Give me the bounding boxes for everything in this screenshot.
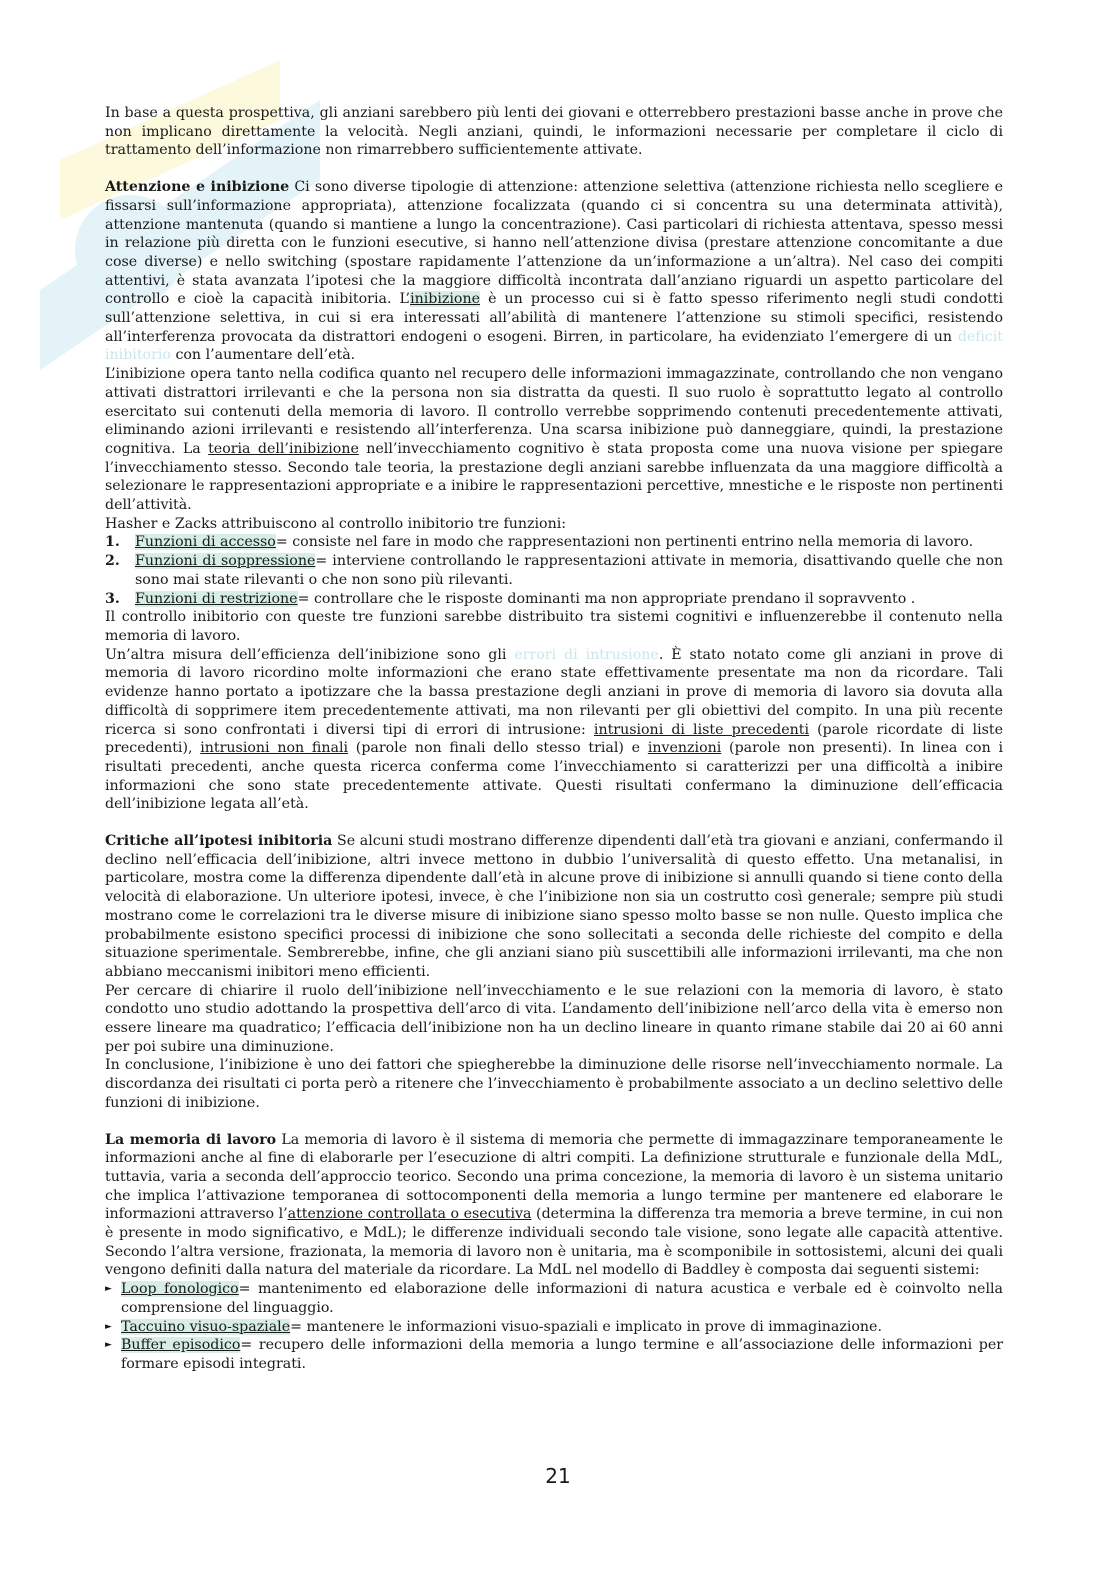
text-run: è un processo cui si è fatto spesso riferimento negli studi condotti sull’attenzione selettiva, in cui si era interessati all’abilità di mantenere l’attenzione su stimoli specifici, resistendo all’interferenza provocata da distrattori endogeni o esogeni. Birren, in particolare, ha evidenziato l’emergere di un (105, 291, 1003, 345)
triangle-bullet-icon: ► (105, 1340, 112, 1351)
term-intrusioni-non-finali: intrusioni non finali (200, 740, 349, 757)
text-run: con l’aumentare dell’età. (170, 347, 356, 364)
item-text: = recupero delle informazioni della memoria a lungo termine e all’associazione delle informazioni per formare episodi integrati. (121, 1337, 1003, 1372)
text-run: (parole non finali dello stesso trial) e (348, 740, 648, 757)
attention-paragraph-4: Il controllo inibitorio con queste tre funzioni sarebbe distribuito tra sistemi cognitivi e influenzerebbe il contenuto nella memoria di lavoro. (105, 609, 1003, 644)
item-term: Taccuino visuo-spaziale (121, 1318, 291, 1335)
triangle-bullet-icon: ► (105, 1284, 112, 1295)
attention-paragraph-3: Hasher e Zacks attribuiscono al controllo inibitorio tre funzioni: (105, 515, 567, 532)
item-number: 3. (105, 590, 120, 607)
inhibition-functions-list (105, 533, 1003, 608)
section-heading-attention: Attenzione e inibizione (105, 179, 290, 196)
list-item (105, 1336, 1003, 1373)
text-run: (parole ricordate di liste precedenti), (105, 721, 1004, 757)
text-run: La memoria di lavoro è il sistema di memoria che permette di immagazzinare temporaneamente le informazioni anche al fine di elaborarle per l’esecuzione di altri compiti. La definizione strutturale e funzionale della MdL, tuttavia, varia a seconda dell’approccio teorico. Secondo una prima concezione, la memoria di lavoro è un sistema unitario che implica l’attivazione temporanea di sottocomponenti della memoria a lungo termine per mantenere ed elaborare le informazioni attraverso l’ (105, 1131, 1004, 1223)
list-item (105, 552, 1003, 589)
item-term: Funzioni di accesso (135, 534, 276, 551)
text-run: Un’altra misura dell’efficienza dell’inibizione sono gli (105, 646, 515, 663)
item-term: Funzioni di soppressione (135, 553, 316, 570)
highlight-inibizione: inibizione (410, 291, 480, 308)
section-heading-memory: La memoria di lavoro (105, 1131, 277, 1148)
item-text: = interviene controllando le rappresentazioni attivate in memoria, disattivando quelle che non sono mai state rilevanti o che non sono più rilevanti. (135, 553, 1003, 588)
critique-paragraph-1 (105, 832, 1003, 982)
item-number: 2. (105, 553, 120, 570)
list-item (105, 1280, 1003, 1317)
memory-paragraph-1 (105, 1131, 1003, 1281)
critique-paragraph-2: Per cercare di chiarire il ruolo dell’inibizione nell’invecchiamento e le sue relazioni con la memoria di lavoro, è stato condotto uno studio adottando la prospettiva dell’arco di vita. L’andamento dell’inibizione nell’arco della vita è emerso non essere lineare ma quadratico; l’efficacia dell’inibizione non ha un declino lineare in quanto rimane stabile dai 20 ai 60 anni per poi subire una diminuzione. (105, 982, 1003, 1055)
intro-paragraph: In base a questa prospettiva, gli anziani sarebbero più lenti dei giovani e otterrebbero prestazioni basse anche in prove che non implicano direttamente la velocità. Negli anziani, quindi, le informazioni necessarie per completare il ciclo di trattamento dell’informazione non rimarrebbero sufficientemente attivate. (105, 105, 1003, 159)
attention-paragraph-5 (105, 646, 1003, 814)
list-item (105, 590, 1003, 609)
item-text: = consiste nel fare in modo che rappresentazioni non pertinenti entrino nella memoria di lavoro. (275, 534, 974, 551)
document-page (105, 104, 1003, 1374)
attention-paragraph-2 (105, 365, 1003, 515)
section-heading-critique: Critiche all’ipotesi inibitoria (105, 833, 333, 850)
list-item (105, 533, 1003, 552)
term-intrusioni-liste: intrusioni di liste precedenti (593, 721, 810, 738)
text-run: L’inibizione opera tanto nella codifica quanto nel recupero delle informazioni immagazzinate, controllando che non vengano attivati distrattori irrilevanti e che la persona non sia distratta da questi. Il suo ruolo è soprattutto legato al controllo esercitato sui contenuti della memoria di lavoro. Il controllo verrebbe sopprimendo contenuti precedentemente attivati, eliminando azioni irrilevanti e resistendo all’interferenza. Una scarsa inibizione può danneggiare, quindi, la prestazione cognitiva. La (105, 366, 1003, 457)
text-run: (parole non presenti). In linea con i risultati precedenti, anche questa ricerca conferma come l’invecchiamento si caratterizzi per una difficoltà a inibire informazioni che sono state precedentemente attivate. Questi risultati confermano la diminuzione dell’efficacia dell’inibizione legata all’età. (105, 740, 1003, 813)
list-item (105, 1318, 1003, 1337)
text-run: . È stato notato come gli anziani in prove di memoria di lavoro ricordino molte informazioni che erano state effettivamente presentate ma non da ricordare. Tali evidenze hanno portato a ipotizzare che la bassa prestazione degli anziani in prove di memoria di lavoro sia dovuta alla difficoltà di sopprimere item precedentemente attivati, ma non rilevanti per gli obiettivi del compito. In una più recente ricerca si sono confrontati i diversi tipi di errori di intrusione: (105, 646, 1004, 738)
item-text: = controllare che le risposte dominanti ma non appropriate prendano il sopravvento . (297, 590, 916, 607)
faint-term-deficit: deficit inibitorio (105, 328, 1003, 364)
text-run: Ci sono diverse tipologie di attenzione: attenzione selettiva (attenzione richiesta nello scegliere e fissarsi sull’informazione appropriata), attenzione focalizzata (quando ci si concentra su una determinata attività), attenzione mantenuta (quando si mantiene a lungo la concentrazione). Casi particolari di richiesta attentava, spesso messi in relazione più diretta con le funzioni esecutive, si hanno nell’attenzione divisa (prestare attenzione concomitante a due cose diverse) e nello switching (spostare rapidamente l’attenzione da un’informazione a un’altra). Nel caso dei compiti attentivi, è stata avanzata l’ipotesi che la maggiore difficoltà incontrata dall’anziano riguardi un aspetto particolare del controllo e cioè la capacità inibitoria. L’ (105, 179, 1003, 308)
item-term: Buffer episodico (121, 1337, 241, 1354)
term-teoria-inibizione: teoria dell’inibizione (208, 440, 359, 457)
text-run: Se alcuni studi mostrano differenze dipendenti dall’età tra giovani e anziani, confermando il declino nell’efficacia dell’inibizione, altri invece mettono in dubbio l’universalità di questo effetto. Una metanalisi, in particolare, mostra come la differenza dipendente dall’età in alcune prove di inibizione si annulli quando si tiene conto della velocità di elaborazione. Un ulteriore ipotesi, invece, è che l’inibizione non sia un costrutto così generale; sempre più studi mostrano come le correlazioni tra le diverse misure di inibizione siano spesso molto basse se non nulle. Questo implica che probabilmente esistono specifici processi di inibizione che sono sollecitati a seconda delle richieste del compito e della situazione sperimentale. Sembrerebbe, infine, che gli anziani siano più suscettibili alle informazioni irrilevanti, ma che non abbiano meccanismi inibitori meno efficienti. (105, 833, 1004, 980)
text-run: nell’invecchiamento cognitivo è stata proposta come una nuova visione per spiegare l’invecchiamento stesso. Secondo tale teoria, la prestazione degli anziani sarebbe influenzata da una maggiore difficoltà a selezionare le rappresentazioni appropriate e a inibire le rappresentazioni percettive, mnestiche e le risposte non pertinenti dell’attività. (105, 440, 1003, 514)
item-term: Loop fonologico (121, 1281, 239, 1298)
term-invenzioni: invenzioni (647, 740, 722, 757)
item-number: 1. (105, 534, 120, 551)
item-term: Funzioni di restrizione (135, 590, 298, 607)
faint-term-errori: errori di intrusione (514, 646, 659, 663)
item-text: = mantenimento ed elaborazione delle informazioni di natura acustica e verbale ed è coinvolto nella comprensione del linguaggio. (121, 1281, 1003, 1316)
attention-paragraph-1 (105, 178, 1003, 365)
baddeley-components-list (105, 1280, 1003, 1374)
item-text: = mantenere le informazioni visuo-spaziali e implicato in prove di immaginazione. (290, 1318, 882, 1335)
term-attenzione-controllata: attenzione controllata o esecutiva (287, 1206, 532, 1223)
text-run: (determina la differenza tra memoria a breve termine, in cui non è presente in modo significativo, e MdL); le differenze individuali secondo tale visione, sono legate alle capacità attentive. Secondo l’altra versione, frazionata, la memoria di lavoro non è unitaria, ma è scomponibile in sottosistemi, alcuni dei quali vengono definiti dalla natura del materiale da ricordare. La MdL nel modello di Baddley è composta dai seguenti sistemi: (105, 1206, 1003, 1279)
page-number: 21 (545, 1464, 571, 1488)
triangle-bullet-icon: ► (105, 1321, 112, 1332)
critique-paragraph-3: In conclusione, l’inibizione è uno dei fattori che spiegherebbe la diminuzione delle risorse nell’invecchiamento normale. La discordanza dei risultati ci porta però a ritenere che l’invecchiamento è probabilmente associato a un declino selettivo delle funzioni di inibizione. (105, 1057, 1003, 1111)
